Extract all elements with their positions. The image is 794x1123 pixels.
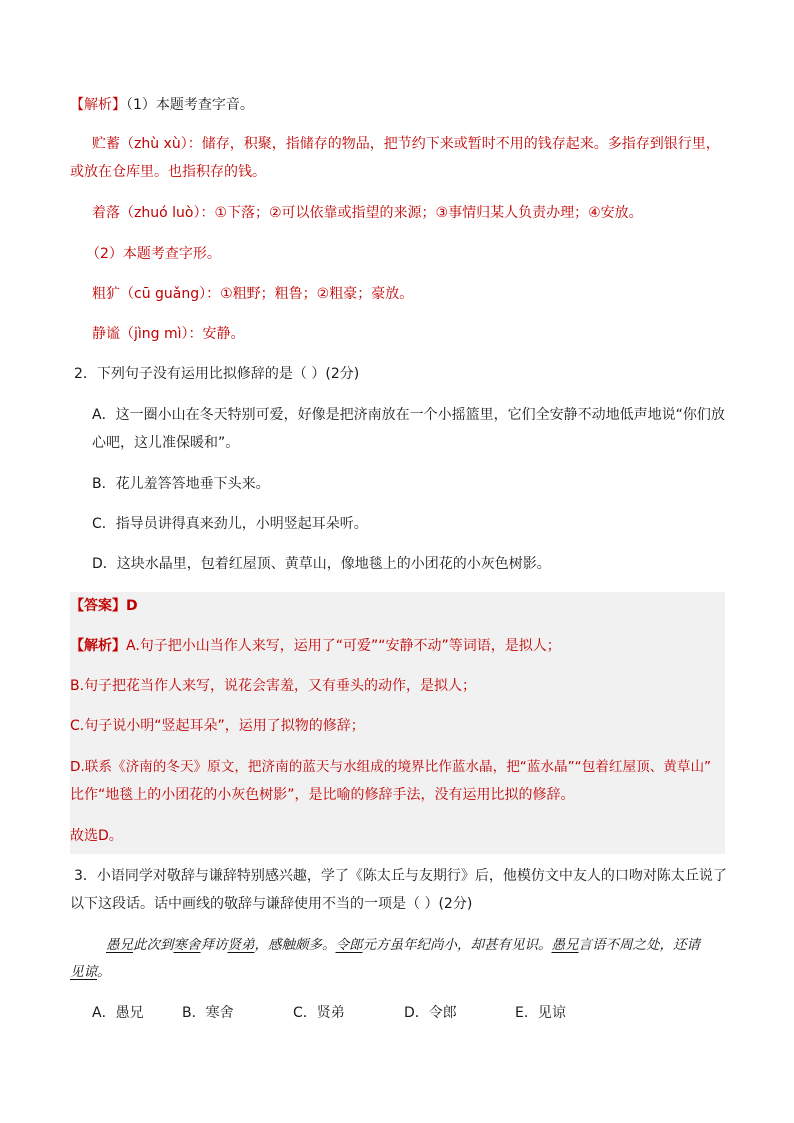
underlined-term-xiandi: 贤弟 xyxy=(227,937,255,953)
q2-conclusion: 故选D。 xyxy=(70,828,123,844)
underlined-term-yuxiong-2: 愚兄 xyxy=(551,937,579,953)
q2-analysis-c: C.句子说小明“竖起耳朵”，运用了拟物的修辞； xyxy=(70,718,365,734)
passage-text: 言语不周之处，还请 xyxy=(578,937,700,953)
underlined-term-hanshe: 寒舍 xyxy=(173,937,201,953)
q2-option-b: B．花儿羞答答地垂下头来。 xyxy=(92,476,270,492)
answer-label: 【答案】 xyxy=(70,598,126,614)
zhuoluo-definition: 着落（zhuó luò）：①下落；②可以依靠或指望的来源；③事情归某人负责办理；④安放。 xyxy=(92,205,643,221)
question-2-stem: 2．下列句子没有运用比拟修辞的是（ ）(2分) xyxy=(74,366,360,382)
passage-text: 此次到 xyxy=(133,937,174,953)
q3-passage-line1 xyxy=(106,935,700,955)
q2-analysis-d-line2: 比作“地毯上的小团花的小灰色树影”，是比喻的修辞手法，没有运用比拟的修辞。 xyxy=(70,787,575,803)
jingmi-definition: 静谧（jìng mì）：安静。 xyxy=(92,326,245,342)
passage-text: 拜访 xyxy=(200,937,228,953)
q3-option-a: A．愚兄 xyxy=(92,1005,144,1021)
q3-option-e: E．见谅 xyxy=(515,1005,566,1021)
q2-analysis-a-text: A.句子把小山当作人来写，运用了“可爱”“安静不动”等词语，是拟人； xyxy=(126,638,561,654)
q2-analysis-b: B.句子把花当作人来写，说花会害羞，又有垂头的动作，是拟人； xyxy=(70,678,477,694)
passage-text: 。 xyxy=(97,964,111,980)
underlined-term-jianliang: 见谅 xyxy=(70,964,97,980)
q2-analysis-a xyxy=(70,636,561,656)
zhuxu-definition-line1: 贮蓄（zhù xù）：储存，积聚，指储存的物品，把节约下来或暂时不用的钱存起来。多指存到银行里， xyxy=(92,136,720,152)
cuguang-definition: 粗犷（cū guǎng）：①粗野；粗鲁；②粗豪；豪放。 xyxy=(92,286,414,302)
underlined-term-linglang: 令郎 xyxy=(335,937,363,953)
passage-text: ，感触颇多。 xyxy=(254,937,336,953)
answer-value: D xyxy=(126,598,138,614)
q2-option-a-line2: 心吧，这儿准保暖和”。 xyxy=(92,435,240,451)
q3-passage-line2 xyxy=(70,962,111,982)
q2-answer xyxy=(70,596,138,616)
q2-analysis-d-line1: D.联系《济南的冬天》原文，把济南的蓝天与水组成的境界比作蓝水晶，把“蓝水晶”“包着红屋顶、黄草山” xyxy=(70,759,712,775)
zhuxu-definition-line2: 或放在仓库里。也指积存的钱。 xyxy=(70,164,266,180)
question-3-stem-line1: 3．小语同学对敬辞与谦辞特别感兴趣，学了《陈太丘与友期行》后，他模仿文中友人的口吻对陈太丘说了 xyxy=(74,868,727,884)
underlined-term-yuxiong: 愚兄 xyxy=(106,937,133,953)
q2-option-d: D．这块水晶里，包着红屋顶、黄草山，像地毯上的小团花的小灰色树影。 xyxy=(92,556,551,572)
analysis-heading-1 xyxy=(70,95,254,115)
q2-option-c: C．指导员讲得真来劲儿，小明竖起耳朵听。 xyxy=(92,516,368,532)
question-3-stem-line2: 以下这段话。话中画线的敬辞与谦辞使用不当的一项是（ ）(2分) xyxy=(70,896,473,912)
q3-option-c: C．贤弟 xyxy=(293,1005,345,1021)
analysis-heading-text: （1）本题考查字音。 xyxy=(126,97,254,113)
q2-option-a-line1: A．这一圈小山在冬天特别可爱，好像是把济南放在一个小摇篮里，它们全安静不动地低声地说“你们放 xyxy=(92,407,725,423)
analysis-label: 【解析】 xyxy=(70,97,126,113)
q3-option-d: D．令郎 xyxy=(404,1005,457,1021)
passage-text: 元方虽年纪尚小，却甚有见识。 xyxy=(362,937,552,953)
q2-analysis-label: 【解析】 xyxy=(70,638,126,654)
q3-option-b: B．寒舍 xyxy=(182,1005,234,1021)
analysis-heading-2: （2）本题考查字形。 xyxy=(86,246,221,262)
